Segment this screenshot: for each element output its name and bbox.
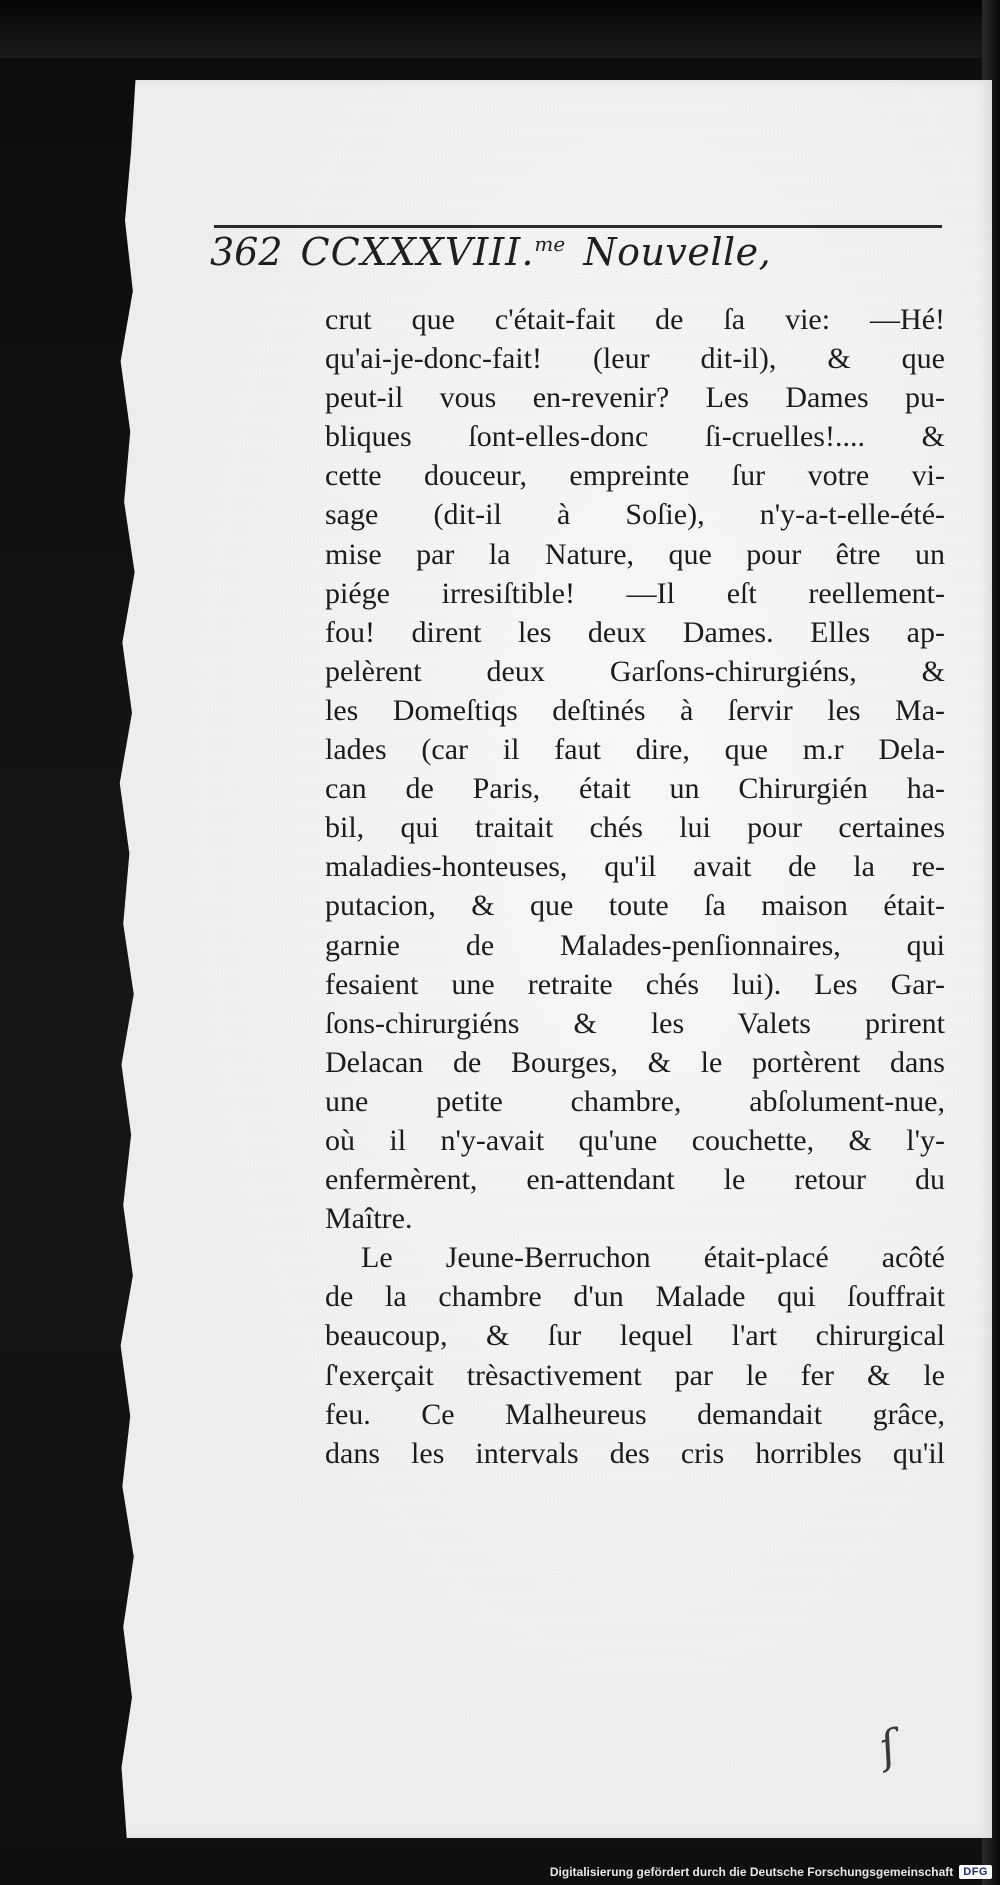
text-line: cette douceur, empreinte ſur votre vi-	[325, 459, 945, 493]
text-line: mise par la Nature, que pour être un	[325, 537, 945, 571]
text-line: Le Jeune-Berruchon était-placé acôté	[361, 1241, 945, 1275]
text-line: sage (dit-il à Soſie), n'y-a-t-elle-été-	[325, 498, 945, 532]
text-line: fou! dirent les deux Dames. Elles ap-	[325, 615, 945, 649]
text-line: feu. Ce Malheureus demandait grâce,	[325, 1397, 945, 1431]
text-line: où il n'y-avait qu'une couchette, & l'y-	[325, 1123, 945, 1157]
credit-text: Digitalisierung gefördert durch die Deutsche Forschungsgemeinschaft	[549, 1865, 954, 1879]
chapter-ordinal-suffix: me	[534, 232, 566, 256]
margin-ink-mark: ſ	[874, 1720, 903, 1775]
dfg-logo: DFG	[959, 1865, 992, 1879]
text-line: putacion, & que toute ſa maison était-	[325, 889, 945, 923]
text-line: garnie de Malades-penſionnaires, qui	[325, 928, 945, 962]
text-line: can de Paris, était un Chirurgién ha-	[325, 772, 945, 806]
text-line: piége irresiſtible! —Il eſt reellement-	[325, 576, 945, 610]
text-line: les Domeſtiqs deſtinés à ſervir les Ma-	[325, 693, 945, 727]
text-line: ſons-chirurgiéns & les Valets prirent	[325, 1006, 945, 1040]
text-line: enfermèrent, en-attendant le retour du	[325, 1163, 945, 1197]
text-line: une petite chambre, abſolument-nue,	[325, 1084, 945, 1118]
running-head-punct: ,	[758, 230, 771, 274]
digitization-credit	[550, 1865, 992, 1879]
text-line: maladies-honteuses, qu'il avait de la re-	[325, 850, 945, 884]
text-line: qu'ai-je-donc-fait! (leur dit-il), & que	[325, 342, 945, 376]
text-line: Delacan de Bourges, & le portèrent dans	[325, 1045, 945, 1079]
text-line: peut-il vous en-revenir? Les Dames pu-	[325, 381, 945, 415]
text-line: de la chambre d'un Malade qui ſouffrait	[325, 1280, 945, 1314]
running-head	[210, 230, 950, 290]
text-line: bliques ſont-elles-donc ſi-cruelles!.... &	[325, 420, 945, 454]
text-line: pelèrent deux Garſons-chirurgiéns, &	[325, 654, 945, 688]
body-text	[325, 300, 945, 1473]
text-line: dans les intervals des cris horribles qu'il	[325, 1436, 945, 1470]
text-line: beaucoup, & ſur lequel l'art chirurgical	[325, 1319, 945, 1353]
text-line: fesaient une retraite chés lui). Les Gar-	[325, 967, 945, 1001]
text-line: ſ'exerçait trèsactivement par le fer & le	[325, 1358, 945, 1392]
running-head-title: Nouvelle	[583, 230, 759, 274]
header-rule	[214, 225, 942, 228]
scan-background-top	[0, 0, 1000, 58]
text-line: lades (car il faut dire, que m.r Dela-	[325, 733, 945, 767]
page-number: 362	[210, 230, 283, 274]
text-line: Maître.	[325, 1202, 413, 1236]
chapter-number: CCXXXVIII.	[300, 230, 535, 274]
text-line: crut que c'était-fait de ſa vie: —Hé!	[325, 303, 945, 336]
text-line: bil, qui traitait chés lui pour certaines	[325, 811, 945, 845]
